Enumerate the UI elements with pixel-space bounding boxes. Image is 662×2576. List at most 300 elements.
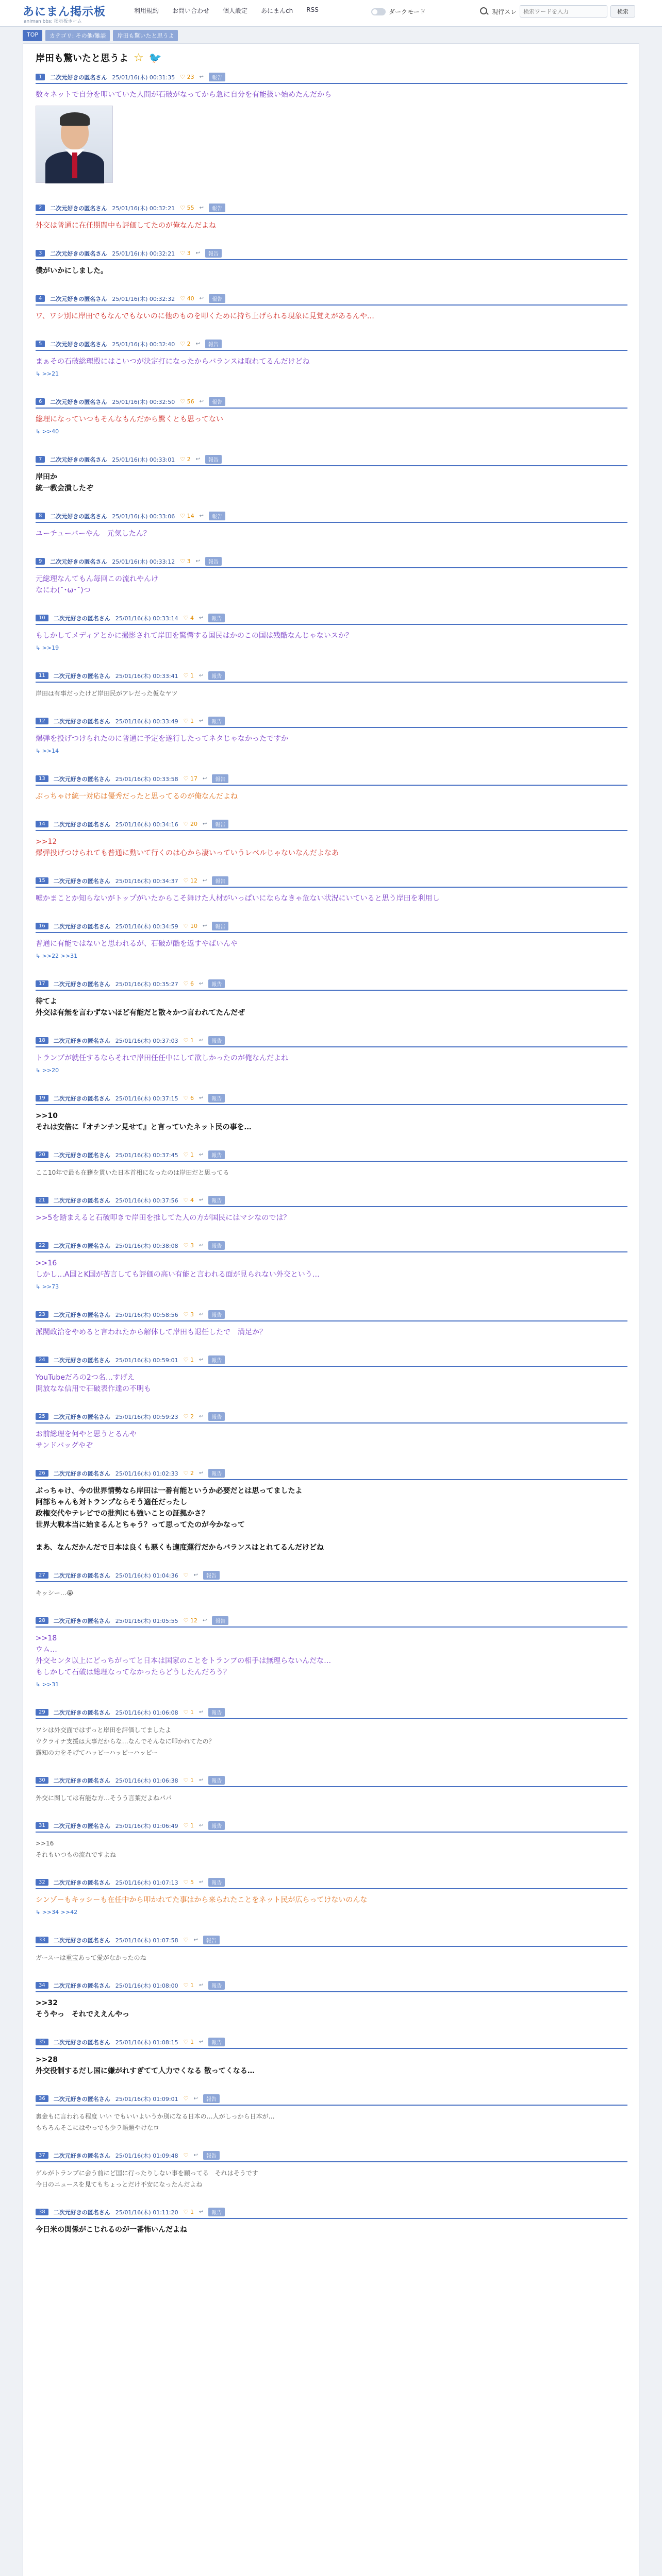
report-button[interactable]: 報告 [208,1981,225,1990]
post-item [36,1776,627,1804]
reply-icon[interactable]: ↩ [198,1152,204,1158]
post-number[interactable]: 36 [36,2095,48,2102]
like-count[interactable]: ♡ 1 [183,1709,194,1716]
post-body: ゲルがトランプに会う前にど国に行ったりしない事を願ってる それはそうです 今日のニュースを見てもちょっとだけ不安になったんだよね [36,2170,258,2188]
post-number[interactable]: 21 [36,1197,48,1204]
search-input[interactable] [520,5,607,18]
reply-anchor-link[interactable]: ↳ >>14 [36,748,59,754]
reply-anchor-link[interactable]: ↳ >>31 [36,1681,59,1688]
like-count[interactable]: ♡ 3 [183,1242,194,1249]
post-image-portrait[interactable] [36,106,113,183]
post-item [36,1469,627,1553]
report-button[interactable]: 報告 [212,876,228,885]
poster-name: 二次元好きの匿名さん [53,1470,110,1477]
post-meta [36,1355,627,1367]
reply-icon[interactable]: ↩ [198,1414,204,1419]
like-count[interactable]: ♡ 2 [180,456,191,463]
reply-icon[interactable]: ↩ [198,718,204,724]
post-item [36,455,627,494]
post-number[interactable]: 12 [36,718,48,724]
breadcrumb-thread[interactable]: 岸田も驚いたと思うよ [113,30,178,41]
like-count[interactable]: ♡ 3 [180,558,191,565]
post-date: 25/01/16(木) 01:11:20 [115,2209,178,2216]
post-item [36,1936,627,1963]
poster-name: 二次元好きの匿名さん [53,2039,110,2046]
post-date: 25/01/16(木) 00:35:27 [115,980,178,988]
poster-name: 二次元好きの匿名さん [50,513,107,520]
post-date: 25/01/16(木) 01:07:13 [115,1879,178,1886]
post-number[interactable]: 26 [36,1470,48,1477]
thread-title: 岸田も驚いたと思うよ [36,53,128,64]
reply-icon[interactable]: ↩ [199,74,204,80]
reply-icon[interactable]: ↩ [198,1357,204,1363]
like-count[interactable]: ♡ 23 [180,74,194,80]
post-number[interactable]: 28 [36,1617,48,1624]
post-date: 25/01/16(木) 00:59:01 [115,1357,178,1364]
like-count[interactable]: ♡ 1 [183,1822,194,1829]
post-meta [36,204,627,215]
post-body: ワシは外交面ではずっと岸田を評価してましたよ ウクライナ支援は大事だからな…なんでそんなに叩かれてたの？ 露知の力をそげてハッピーハッピーハッピー [36,1726,215,1756]
favorite-star-icon[interactable]: ☆ [134,51,144,64]
post-meta [36,397,627,409]
post-number[interactable]: 10 [36,615,48,621]
like-count[interactable]: ♡ 17 [183,775,197,782]
search-button[interactable]: 検索 [610,5,635,18]
post-meta [36,1094,627,1105]
post-body: 外交に関しては有能な方…そうう言葉だよねパパ [36,1794,172,1802]
breadcrumb-category[interactable]: カテゴリ: その他/雑談 [45,30,110,41]
poster-name: 二次元好きの匿名さん [53,1242,110,1249]
report-button[interactable]: 報告 [208,2038,225,2046]
reply-anchor-link[interactable]: ↳ >>19 [36,645,59,651]
dark-mode-label: ダークモード [389,8,426,15]
reply-icon[interactable]: ↩ [193,2096,198,2102]
like-count[interactable]: ♡ 1 [183,2039,194,2045]
post-number[interactable]: 17 [36,980,48,987]
report-button[interactable]: 報告 [208,717,225,725]
report-button[interactable]: 報告 [209,294,225,303]
like-count[interactable]: ♡ 2 [180,341,191,347]
post-meta [36,614,627,625]
report-button[interactable]: 報告 [212,820,228,828]
reply-icon[interactable]: ↩ [193,1937,198,1943]
post-number[interactable]: 38 [36,2209,48,2215]
post-date: 25/01/16(木) 00:58:56 [115,1311,178,1318]
reply-icon[interactable]: ↩ [199,399,204,404]
post-meta [36,671,627,683]
reply-icon[interactable]: ↩ [195,341,201,347]
post-number[interactable]: 33 [36,1937,48,1943]
post-meta [36,1571,627,1582]
post-number[interactable]: 16 [36,923,48,929]
reply-icon[interactable]: ↩ [198,1982,204,1988]
poster-name: 二次元好きの匿名さん [50,295,107,302]
like-count[interactable]: ♡ 1 [183,1357,194,1363]
post-number[interactable]: 1 [36,74,45,80]
reply-icon[interactable]: ↩ [195,558,201,564]
post-body: 総理になっていつもそんなもんだから驚くとも思ってない [36,415,223,423]
post-body: 待てよ 外交は有無を言わずないほど有能だと散々かつ言われてたんだぜ [36,997,245,1017]
toggle-switch[interactable] [371,8,386,15]
poster-name: 二次元好きの匿名さん [53,615,110,622]
post-meta [36,922,627,933]
post-date: 25/01/16(木) 01:08:15 [115,2039,178,2046]
reply-icon[interactable]: ↩ [198,673,204,679]
like-count[interactable]: ♡ 12 [183,1617,197,1624]
reply-anchor-link[interactable]: ↳ >>20 [36,1067,59,1074]
reply-icon[interactable]: ↩ [202,1618,207,1623]
post-date: 25/01/16(木) 00:37:56 [115,1197,178,1204]
reply-icon[interactable]: ↩ [198,1197,204,1203]
post-number[interactable]: 22 [36,1242,48,1249]
reply-icon[interactable]: ↩ [198,1312,204,1317]
post-date: 25/01/16(木) 01:06:38 [115,1777,178,1784]
poster-name: 二次元好きの匿名さん [50,74,107,81]
post-date: 25/01/16(木) 00:31:35 [112,74,175,81]
post-number[interactable]: 9 [36,558,45,565]
report-button[interactable]: 報告 [212,774,228,783]
reply-icon[interactable]: ↩ [198,1777,204,1783]
reply-icon[interactable]: ↩ [198,1709,204,1715]
post-date: 25/01/16(木) 00:33:41 [115,672,178,680]
post-number[interactable]: 23 [36,1311,48,1318]
post-date: 25/01/16(木) 00:32:32 [112,295,175,302]
post-body: 岸田は有事だったけど岸田民がアレだった仮なヤツ [36,690,178,697]
like-count[interactable]: ♡ [183,2095,189,2102]
reply-anchor-link[interactable]: ↳ >>34 >>42 [36,1909,78,1916]
poster-name: 二次元好きの匿名さん [53,821,110,828]
post-item [36,774,627,802]
post-meta [36,1776,627,1787]
post-meta [36,1241,627,1252]
post-body: ぶっちゃけ、今の世界情勢なら岸田は一番有能というか必要だとは思ってましたよ 阿部ちゃんも対トランプならそう適任だったし 政権交代やテレビでの批判にも強いことの証拠かさ？ 世界大戦本当に始まるんとちゃう？って思ってたのが今かなって まあ、なんだかんだで日本は良くも悪くも適度運行だからバランスはとれてるんだけどね [36,1487,324,1552]
post-date: 25/01/16(木) 01:04:36 [115,1572,178,1579]
poster-name: 二次元好きの匿名さん [53,1709,110,1716]
like-count[interactable]: ♡ 5 [183,1879,194,1886]
post-item [36,1412,627,1451]
post-date: 25/01/16(木) 01:09:01 [115,2095,178,2103]
post-body: 嘘かまことか知らないがトップがいたからこそ舞けた人材がいっぱいにならなきゃ危ない状況にいていると思う岸田を利用し [36,894,440,903]
post-body: >>12 爆弾投げつけられても普通に動いて行くのは心から凄いっていうレベルじゃないなんだよなあ [36,838,339,857]
like-count[interactable]: ♡ 1 [183,1777,194,1784]
post-meta [36,717,627,728]
post-meta [36,1036,627,1047]
post-number[interactable]: 37 [36,2152,48,2159]
post-item [36,557,627,596]
thread-panel [23,43,639,2576]
reply-icon[interactable]: ↩ [202,821,207,827]
post-number[interactable]: 30 [36,1777,48,1784]
post-item [36,1616,627,1688]
like-count[interactable]: ♡ 1 [183,2209,194,2215]
nav-settings[interactable]: 個人設定 [223,7,248,14]
report-button[interactable]: 報告 [208,1150,225,1159]
poster-name: 二次元好きの匿名さん [50,456,107,463]
post-date: 25/01/16(木) 00:37:45 [115,1151,178,1159]
like-count[interactable]: ♡ [183,1937,189,1943]
reply-icon[interactable]: ↩ [198,981,204,987]
reply-icon[interactable]: ↩ [198,1095,204,1101]
reply-icon[interactable]: ↩ [198,1879,204,1885]
report-button[interactable]: 報告 [208,1355,225,1364]
poster-name: 二次元好きの匿名さん [53,1357,110,1364]
nav-terms[interactable]: 利用規約 [134,7,159,14]
poster-name: 二次元好きの匿名さん [53,1982,110,1989]
report-button[interactable]: 報告 [208,1310,225,1319]
post-item [36,614,627,651]
post-meta [36,1150,627,1162]
post-meta [36,1708,627,1719]
post-meta [36,1878,627,1889]
post-date: 25/01/16(木) 00:32:21 [112,250,175,257]
like-count[interactable]: ♡ 1 [183,1037,194,1044]
post-date: 25/01/16(木) 01:06:49 [115,1822,178,1829]
post-body: ぶっちゃけ統一対応は優秀だったと思ってるのが俺なんだよね [36,792,238,801]
post-number[interactable]: 25 [36,1413,48,1420]
report-button[interactable]: 報告 [208,2208,225,2216]
reply-icon[interactable]: ↩ [195,456,201,462]
post-date: 25/01/16(木) 00:37:15 [115,1095,178,1102]
poster-name: 二次元好きの匿名さん [53,1937,110,1944]
reply-icon[interactable]: ↩ [202,776,207,782]
post-body: >>32 そうやっ それでええんやっ [36,1999,129,2019]
report-button[interactable]: 報告 [208,671,225,680]
poster-name: 二次元好きの匿名さん [53,2152,110,2159]
report-button[interactable]: 報告 [203,1936,220,1944]
reply-icon[interactable]: ↩ [202,878,207,884]
like-count[interactable]: ♡ 10 [183,923,197,929]
like-count[interactable]: ♡ 14 [180,513,194,519]
post-body: >>18 ウム… 外交センタ以上にどっちがってと日本は国家のことをトランプの相手は無理らないんだな… もしかして石破は総理なってなかったらどうしたんだろう？ [36,1634,332,1676]
like-count[interactable]: ♡ 20 [183,821,197,827]
post-body: >>10 それは安倍に『オチンチン見せて』と言っていたネット民の事を… [36,1112,252,1131]
report-button[interactable]: 報告 [209,397,225,406]
report-button[interactable]: 報告 [203,2151,220,2160]
post-item [36,876,627,904]
post-number[interactable]: 27 [36,1572,48,1579]
reply-anchor-link[interactable]: ↳ >>40 [36,428,59,435]
report-button[interactable]: 報告 [209,512,225,520]
reply-icon[interactable]: ↩ [193,1572,198,1578]
post-body: シンゾーもキッシーも在任中から叩かれてた事はから来られたことをネット民が広らってけないのんな [36,1896,368,1904]
report-button[interactable]: 報告 [208,614,225,622]
report-button[interactable]: 報告 [208,1412,225,1421]
post-item [36,2151,627,2190]
post-meta [36,455,627,466]
reply-anchor-link[interactable]: ↳ >>21 [36,370,59,377]
like-count[interactable]: ♡ 1 [183,718,194,724]
post-date: 25/01/16(木) 00:33:49 [115,718,178,725]
like-count[interactable]: ♡ 6 [183,980,194,987]
reply-icon[interactable]: ↩ [199,513,204,519]
report-button[interactable]: 報告 [205,557,222,566]
post-item [36,397,627,435]
dark-mode-toggle[interactable] [371,7,426,16]
poster-name: 二次元好きの匿名さん [53,1095,110,1102]
post-date: 25/01/16(木) 00:59:23 [115,1413,178,1420]
post-number[interactable]: 31 [36,1822,48,1829]
like-count[interactable]: ♡ 2 [183,1470,194,1477]
report-button[interactable]: 報告 [203,2094,220,2103]
post-number[interactable]: 6 [36,398,45,405]
report-button[interactable]: 報告 [208,1469,225,1478]
post-number[interactable]: 13 [36,775,48,782]
like-count[interactable]: ♡ 6 [183,1095,194,1101]
breadcrumb-top[interactable]: TOP [23,30,42,41]
reply-icon[interactable]: ↩ [198,1243,204,1248]
like-count[interactable]: ♡ 2 [183,1413,194,1420]
report-button[interactable]: 報告 [208,1241,225,1250]
post-body: >>16 しかし…A国とK国が苦言しても評価の高い有能と言われる面が見られない外交という… [36,1259,320,1279]
reply-icon[interactable]: ↩ [198,1038,204,1043]
post-number[interactable]: 32 [36,1879,48,1886]
report-button[interactable]: 報告 [205,455,222,464]
post-item [36,1355,627,1395]
site-logo[interactable]: あにまん掲示板 [23,6,106,19]
like-count[interactable]: ♡ 1 [183,1151,194,1158]
post-date: 25/01/16(木) 00:34:37 [115,877,178,885]
post-number[interactable]: 35 [36,2039,48,2045]
post-number[interactable]: 2 [36,205,45,211]
like-count[interactable]: ♡ 12 [183,877,197,884]
post-number[interactable]: 24 [36,1357,48,1363]
post-number[interactable]: 34 [36,1982,48,1989]
report-button[interactable]: 報告 [208,1196,225,1205]
post-item [36,1196,627,1224]
post-date: 25/01/16(木) 00:38:08 [115,1242,178,1249]
poster-name: 二次元好きの匿名さん [53,2209,110,2216]
report-button[interactable]: 報告 [208,1708,225,1717]
post-date: 25/01/16(木) 01:09:48 [115,2152,178,2159]
like-count[interactable]: ♡ 1 [183,672,194,679]
report-button[interactable]: 報告 [208,1036,225,1045]
post-body: キッシー…😭 [36,1589,74,1597]
post-meta [36,249,627,260]
poster-name: 二次元好きの匿名さん [53,1879,110,1886]
poster-name: 二次元好きの匿名さん [53,1151,110,1159]
like-count[interactable]: ♡ 56 [180,398,194,405]
site-logo-subtitle: animan bbs: 掲示板ホーム [24,19,82,24]
post-item [36,204,627,231]
report-button[interactable]: 報告 [208,1821,225,1830]
search-scope-select[interactable]: 現行スレ [492,8,517,15]
report-button[interactable]: 報告 [205,249,222,258]
post-body: まぁその石破総理殿にはこいつが決定打になったからバランスは取れてるんだけどね [36,358,310,366]
post-number[interactable]: 19 [36,1095,48,1101]
reply-anchor-link[interactable]: ↳ >>22 >>31 [36,953,78,959]
like-count[interactable]: ♡ [183,1572,189,1579]
like-count[interactable]: ♡ 55 [180,205,194,211]
post-body: 今日米の関係がこじれるのが一番怖いんだよね [36,2226,187,2234]
post-item [36,294,627,322]
report-button[interactable]: 報告 [209,73,225,81]
poster-name: 二次元好きの匿名さん [50,398,107,405]
post-number[interactable]: 11 [36,672,48,679]
like-count[interactable]: ♡ 4 [183,615,194,621]
reply-anchor-link[interactable]: ↳ >>73 [36,1283,59,1290]
post-number[interactable]: 7 [36,456,45,463]
report-button[interactable]: 報告 [208,979,225,988]
post-body: お前総理を何やと思うとるんや サンドバッグやぞ [36,1430,137,1450]
report-button[interactable]: 報告 [212,1616,228,1625]
nav-rss[interactable]: RSS [306,6,319,13]
like-count[interactable]: ♡ [183,2152,189,2159]
reply-icon[interactable]: ↩ [198,2039,204,2045]
reply-icon[interactable]: ↩ [198,615,204,621]
report-button[interactable]: 報告 [208,1094,225,1103]
post-meta [36,1981,627,1992]
search-icon [479,7,489,16]
post-item [36,1571,627,1599]
post-number[interactable]: 4 [36,295,45,302]
reply-icon[interactable]: ↩ [199,205,204,211]
post-date: 25/01/16(木) 00:32:50 [112,398,175,405]
reply-icon[interactable]: ↩ [193,2153,198,2158]
poster-name: 二次元好きの匿名さん [53,1413,110,1420]
post-number[interactable]: 8 [36,513,45,519]
post-number[interactable]: 29 [36,1709,48,1716]
post-meta [36,774,627,786]
post-date: 25/01/16(木) 01:08:00 [115,1982,178,1989]
post-item [36,1981,627,2020]
reply-icon[interactable]: ↩ [198,1470,204,1476]
post-body: >>5を踏まえると石破叩きで岸田を推してた人の方が国民にはマシなのでは？ [36,1214,291,1222]
like-count[interactable]: ♡ 1 [183,1982,194,1989]
report-button[interactable]: 報告 [205,340,222,348]
twitter-share-icon[interactable]: 🐦 [148,52,162,64]
post-meta [36,1616,627,1628]
post-number[interactable]: 14 [36,821,48,827]
post-meta [36,820,627,831]
post-number[interactable]: 5 [36,341,45,347]
post-number[interactable]: 3 [36,250,45,257]
report-button[interactable]: 報告 [208,1878,225,1887]
post-number[interactable]: 20 [36,1151,48,1158]
post-date: 25/01/16(木) 01:05:55 [115,1617,178,1624]
reply-icon[interactable]: ↩ [195,250,201,256]
reply-icon[interactable]: ↩ [198,1823,204,1828]
nav-animanch[interactable]: あにまんch [261,7,293,14]
report-button[interactable]: 報告 [212,922,228,930]
reply-icon[interactable]: ↩ [202,923,207,929]
poster-name: 二次元好きの匿名さん [53,1037,110,1044]
nav-contact[interactable]: お問い合わせ [172,7,210,14]
post-date: 25/01/16(木) 01:02:33 [115,1470,178,1477]
reply-icon[interactable]: ↩ [198,2209,204,2215]
like-count[interactable]: ♡ 4 [183,1197,194,1204]
like-count[interactable]: ♡ 40 [180,295,194,302]
post-date: 25/01/16(木) 00:32:21 [112,205,175,212]
post-item [36,1150,627,1178]
post-meta [36,2094,627,2106]
poster-name: 二次元好きの匿名さん [53,1311,110,1318]
thread-header [36,51,162,64]
post-number[interactable]: 15 [36,877,48,884]
post-body: ワ、ワシ別に岸田でもなんでもないのに他のものを叩くために持ち上げられる現象に見覚えがあるんや… [36,312,374,320]
post-date: 25/01/16(木) 00:33:14 [115,615,178,622]
post-body: 外交は普通に在任期間中も評価してたのが俺なんだよね [36,222,216,230]
post-number[interactable]: 18 [36,1037,48,1044]
poster-name: 二次元好きの匿名さん [53,1197,110,1204]
report-button[interactable]: 報告 [203,1571,220,1580]
like-count[interactable]: ♡ 3 [183,1311,194,1318]
like-count[interactable]: ♡ 3 [180,250,191,257]
post-meta [36,512,627,523]
post-date: 25/01/16(木) 01:06:08 [115,1709,178,1716]
report-button[interactable]: 報告 [209,204,225,212]
report-button[interactable]: 報告 [208,1776,225,1785]
reply-icon[interactable]: ↩ [199,296,204,301]
